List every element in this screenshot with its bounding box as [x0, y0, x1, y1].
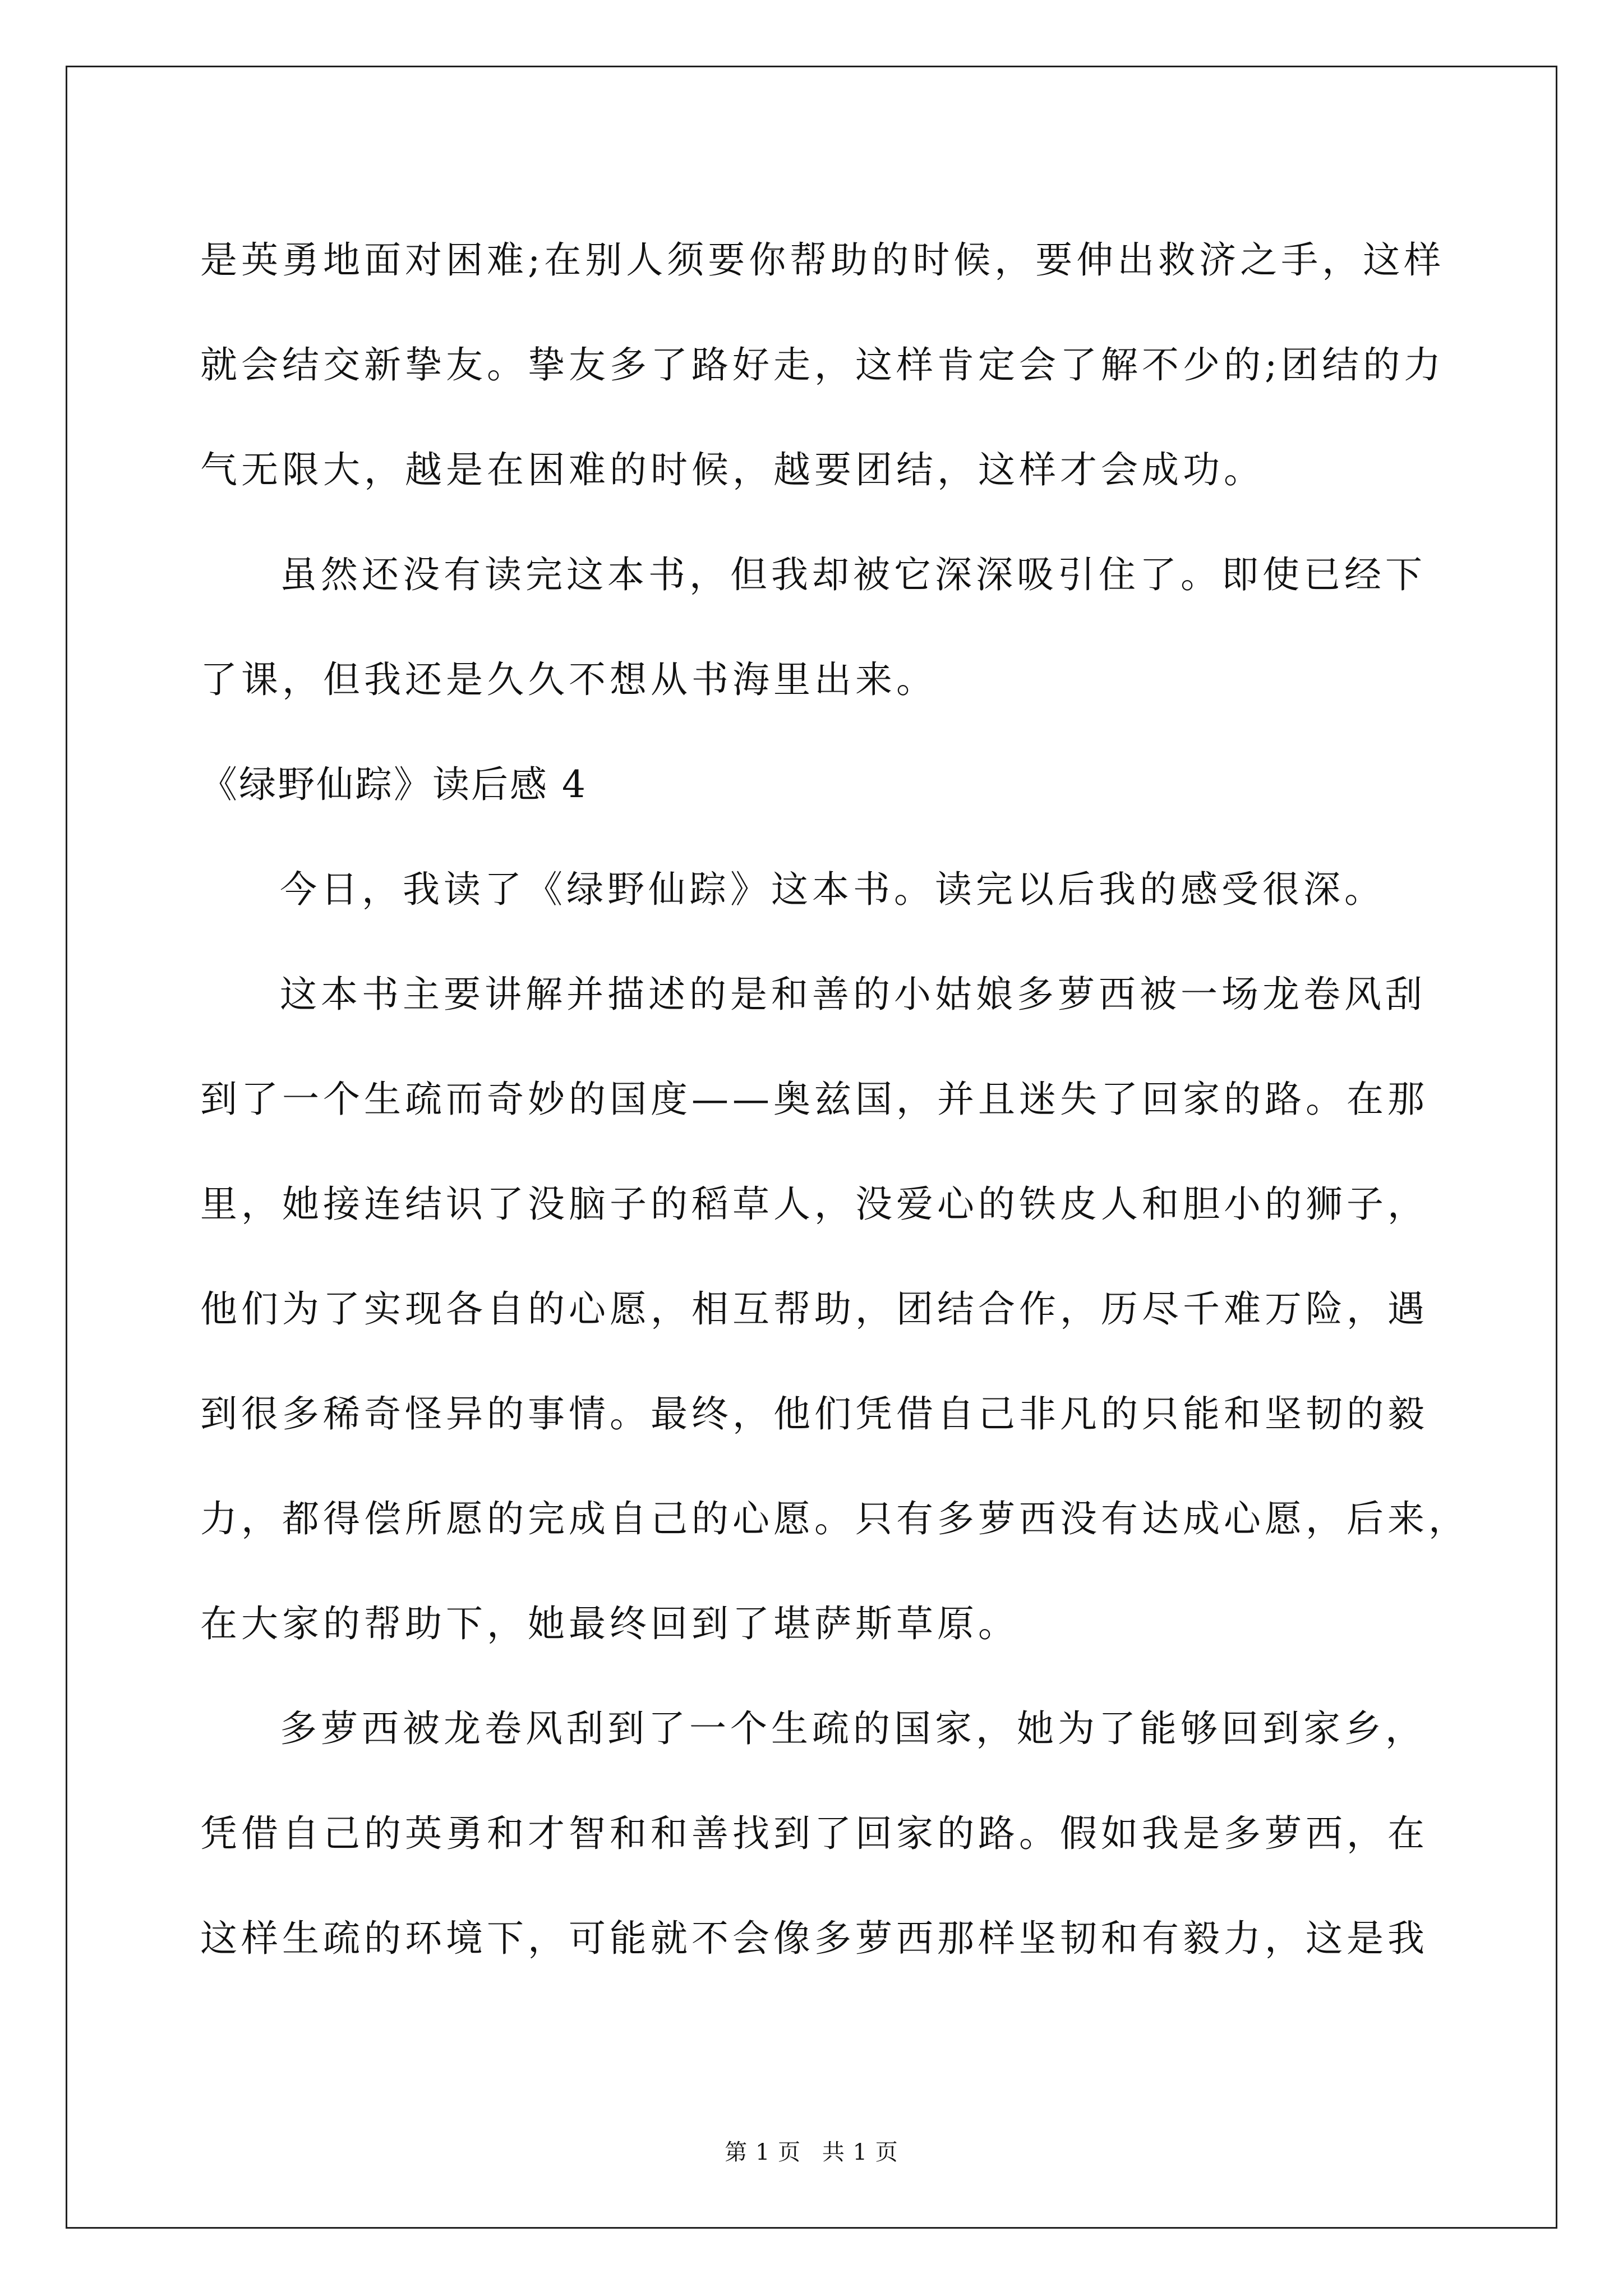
page-number: 第 1 页: [725, 2139, 801, 2165]
paragraph-start-line: 今日，我读了《绿野仙踪》这本书。读完以后我的感受很深。: [280, 868, 1385, 911]
text-line: 就会结交新挚友。挚友多了路好走，这样肯定会了解不少的;团结的力: [200, 343, 1445, 386]
page-total: 共 1 页: [822, 2139, 898, 2165]
text-line: 这样生疏的环境下，可能就不会像多萝西那样坚韧和有毅力，这是我: [200, 1917, 1428, 1960]
paragraph-start-line: 这本书主要讲解并描述的是和善的小姑娘多萝西被一场龙卷风刮: [280, 973, 1426, 1016]
document-body: [200, 208, 1469, 1991]
text-line: 在大家的帮助下，她最终回到了堪萨斯草原。: [200, 1602, 1019, 1645]
paragraph-start-line: 多萝西被龙卷风刮到了一个生疏的国家，她为了能够回到家乡，: [280, 1707, 1426, 1750]
page-footer: [0, 2138, 1623, 2166]
text-line: 力，都得偿所愿的完成自己的心愿。只有多萝西没有达成心愿，后来，: [200, 1497, 1469, 1540]
text-line: 到了一个生疏而奇妙的国度——奥兹国，并且迷失了回家的路。在那: [200, 1078, 1428, 1121]
text-line: 是英勇地面对困难;在别人须要你帮助的时候，要伸出救济之手，这样: [200, 238, 1445, 282]
text-line: 凭借自己的英勇和才智和和善找到了回家的路。假如我是多萝西，在: [200, 1812, 1428, 1855]
section-title: 《绿野仙踪》读后感 4: [200, 763, 587, 806]
text-line: 他们为了实现各自的心愿，相互帮助，团结合作，历尽千难万险，遇: [200, 1287, 1428, 1331]
text-line: 到很多稀奇怪异的事情。最终，他们凭借自己非凡的只能和坚韧的毅: [200, 1392, 1428, 1435]
text-line: 气无限大，越是在困难的时候，越要团结，这样才会成功。: [200, 448, 1265, 491]
text-line: 里，她接连结识了没脑子的稻草人，没爱心的铁皮人和胆小的狮子，: [200, 1182, 1428, 1226]
text-line: 了课，但我还是久久不想从书海里出来。: [200, 658, 937, 701]
paragraph-start-line: 虽然还没有读完这本书，但我却被它深深吸引住了。即使已经下: [280, 553, 1426, 596]
